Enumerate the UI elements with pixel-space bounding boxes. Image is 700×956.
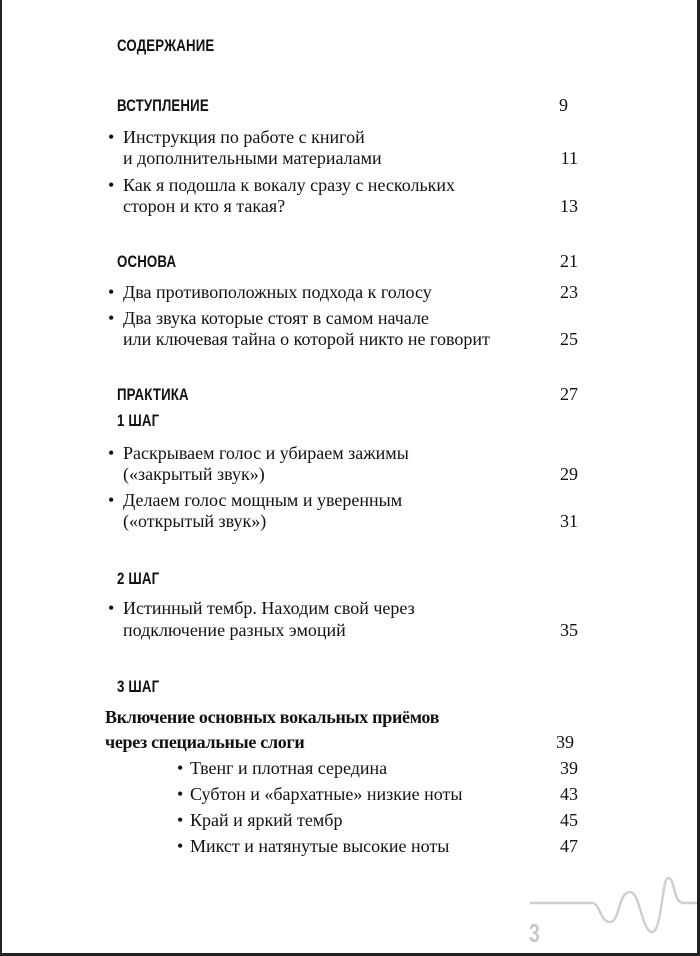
bullet: • [177, 758, 184, 778]
bullet: • [108, 127, 115, 147]
toc-entry-cont[interactable]: («закрытый звук») [123, 464, 265, 484]
toc-entry[interactable]: Раскрываем голос и убираем зажимы [123, 443, 409, 463]
page-ref: 47 [560, 836, 578, 856]
page-ref: 13 [560, 196, 578, 216]
page-ref: 39 [556, 732, 574, 752]
section-heading: ПРАКТИКА [117, 385, 189, 404]
bullet: • [177, 810, 184, 830]
toc-entry[interactable]: Два противоположных подхода к голосу [123, 282, 432, 302]
toc-subentry[interactable]: Субтон и «бархатные» низкие ноты [190, 784, 463, 804]
toc-subentry[interactable]: Твенг и плотная середина [190, 758, 388, 778]
page-ref: 45 [560, 810, 578, 830]
section-heading: ВСТУПЛЕНИЕ [117, 96, 209, 115]
toc-title: СОДЕРЖАНИЕ [117, 36, 215, 55]
step-heading: 2 ШАГ [117, 569, 160, 588]
bullet: • [177, 836, 184, 856]
bullet: • [108, 282, 115, 302]
toc-entry-cont[interactable]: сторон и кто я такая? [123, 196, 286, 216]
bullet: • [177, 784, 184, 804]
toc-entry-bold[interactable]: Включение основных вокальных приёмов [105, 707, 440, 727]
toc-subentry[interactable]: Край и яркий тембр [190, 810, 343, 830]
page-ref: 43 [560, 784, 578, 804]
page-ref: 11 [560, 148, 578, 168]
page-ref: 21 [560, 251, 578, 271]
bullet: • [108, 175, 115, 195]
page-ref: 25 [560, 329, 578, 349]
bullet: • [108, 308, 115, 328]
section-heading: ОСНОВА [117, 252, 177, 271]
page-ref: 23 [560, 282, 578, 302]
bullet: • [108, 598, 115, 618]
page-ref: 27 [560, 384, 578, 404]
page-ref: 9 [559, 95, 568, 115]
toc-entry-cont[interactable]: и дополнительными материалами [123, 148, 382, 168]
page-number: 3 [529, 918, 540, 948]
toc-subentry[interactable]: Микст и натянутые высокие ноты [190, 836, 450, 856]
toc-entry[interactable]: Инструкция по работе с книгой [123, 127, 365, 147]
toc-entry[interactable]: Два звука которые стоят в самом начале [123, 308, 429, 328]
step-heading: 3 ШАГ [117, 677, 160, 696]
toc-entry[interactable]: Делаем голос мощным и уверенным [123, 490, 403, 510]
page-ref: 31 [560, 511, 578, 531]
page-ref: 35 [560, 620, 578, 640]
toc-entry-bold-cont[interactable]: через специальные слоги [105, 732, 305, 752]
toc-entry-cont[interactable]: или ключевая тайна о которой никто не говорит [123, 329, 490, 349]
toc-entry[interactable]: Как я подошла к вокалу сразу с нескольких [123, 175, 456, 195]
bullet: • [108, 443, 115, 463]
page-ref: 29 [560, 464, 578, 484]
toc-entry-cont[interactable]: подключение разных эмоций [123, 620, 346, 640]
step-heading: 1 ШАГ [117, 411, 160, 430]
toc-entry[interactable]: Истинный тембр. Находим свой через [123, 598, 415, 618]
toc-entry-cont[interactable]: («открытый звук») [123, 511, 267, 531]
page-ref: 39 [560, 758, 578, 778]
bullet: • [108, 490, 115, 510]
